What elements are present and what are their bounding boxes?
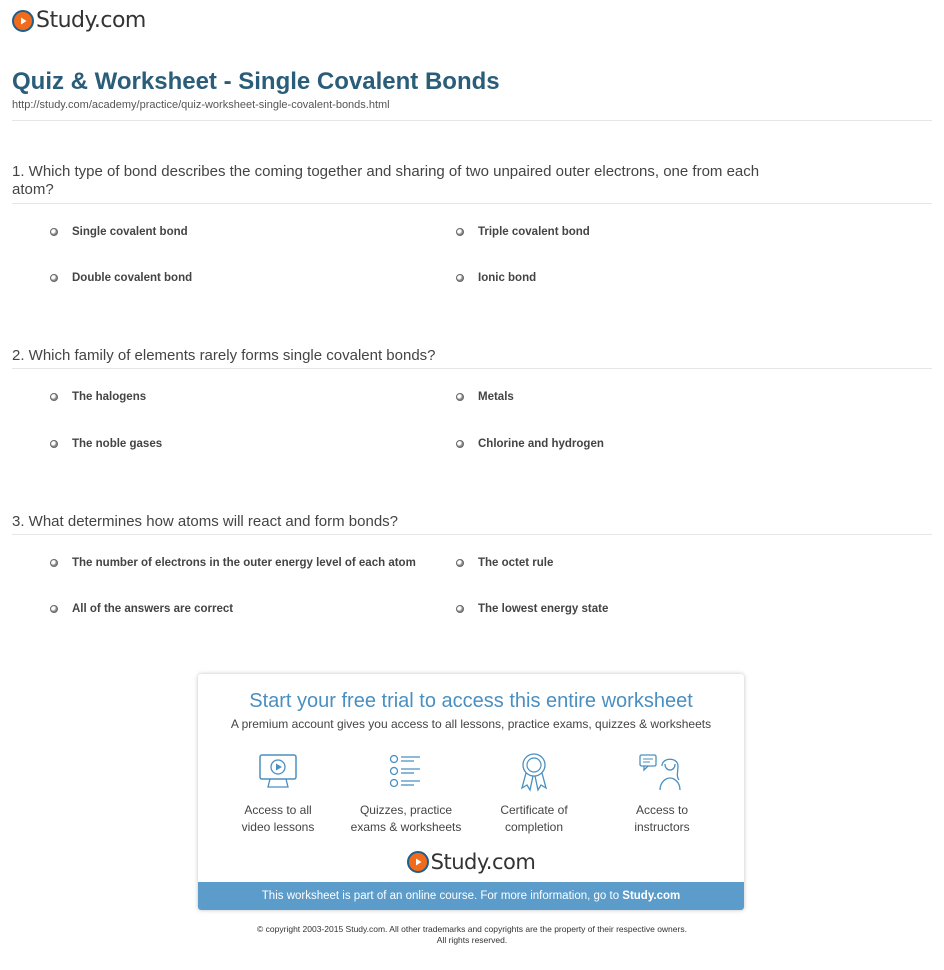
promo-logo[interactable]: [198, 850, 744, 874]
divider: [12, 120, 932, 121]
promo-info-bar: [198, 882, 744, 910]
feature-label-2: video lessons: [241, 820, 315, 834]
feature-label-1: Quizzes, practice: [359, 803, 453, 817]
divider: [12, 203, 932, 204]
radio-icon[interactable]: [50, 559, 58, 567]
radio-icon[interactable]: [50, 605, 58, 613]
question-3: 3. What determines how atoms will react and form bonds?: [12, 513, 399, 530]
logo-text: Study.com: [36, 8, 146, 33]
feature-instructors: [597, 752, 727, 836]
copyright-footer: [0, 924, 944, 946]
certificate-icon: [512, 752, 556, 792]
radio-icon[interactable]: [456, 393, 464, 401]
radio-icon[interactable]: [456, 228, 464, 236]
question-2: 2. Which family of elements rarely forms single covalent bonds?: [12, 347, 436, 364]
q1-option-b[interactable]: Triple covalent bond: [456, 226, 590, 238]
promo-subtitle: A premium account gives you access to all lessons, practice exams, quizzes & worksheets: [230, 717, 712, 731]
footer-line-2: All rights reserved.: [436, 935, 508, 945]
page-title: Quiz & Worksheet - Single Covalent Bonds: [12, 68, 500, 95]
q1-option-a[interactable]: Single covalent bond: [50, 226, 188, 238]
q2-option-b[interactable]: Metals: [456, 391, 514, 403]
logo-text: Study.com: [430, 850, 536, 874]
q1-option-c[interactable]: Double covalent bond: [50, 272, 192, 284]
radio-icon[interactable]: [456, 559, 464, 567]
site-logo[interactable]: [12, 8, 146, 33]
play-icon: [12, 10, 34, 32]
divider: [12, 534, 932, 535]
q3-option-c[interactable]: All of the answers are correct: [50, 603, 233, 615]
q3-option-d[interactable]: The lowest energy state: [456, 603, 608, 615]
list-icon: [384, 752, 428, 792]
feature-quizzes: [341, 752, 471, 836]
video-icon: [256, 752, 300, 792]
q1-option-d[interactable]: Ionic bond: [456, 272, 536, 284]
radio-icon[interactable]: [456, 274, 464, 282]
promo-title[interactable]: Start your free trial to access this entire worksheet: [249, 690, 693, 712]
q3-option-a[interactable]: The number of electrons in the outer energy level of each atom: [50, 557, 416, 569]
feature-label-2: completion: [504, 820, 564, 834]
feature-label-2: exams & worksheets: [350, 820, 462, 834]
page-url: http://study.com/academy/practice/quiz-worksheet-single-covalent-bonds.html: [12, 99, 390, 111]
radio-icon[interactable]: [456, 605, 464, 613]
footer-line-1: © copyright 2003-2015 Study.com. All other trademarks and copyrights are the property of their respective owners.: [257, 924, 687, 934]
play-icon: [407, 851, 429, 873]
feature-label-1: Access to: [635, 803, 689, 817]
q2-option-d[interactable]: Chlorine and hydrogen: [456, 438, 604, 450]
feature-video-lessons: [213, 752, 343, 836]
radio-icon[interactable]: [50, 440, 58, 448]
feature-label-1: Certificate of: [500, 803, 568, 817]
promo-bar-text: This worksheet is part of an online course. For more information, go to: [261, 890, 623, 902]
q2-option-c[interactable]: The noble gases: [50, 438, 162, 450]
radio-icon[interactable]: [50, 393, 58, 401]
feature-label-2: instructors: [634, 820, 690, 834]
feature-certificate: [469, 752, 599, 836]
question-1: 1. Which type of bond describes the coming together and sharing of two unpaired outer electrons, one from each atom?: [12, 163, 760, 198]
instructor-icon: [638, 752, 686, 792]
divider: [12, 368, 932, 369]
trial-promo-box: [198, 674, 744, 910]
radio-icon[interactable]: [50, 228, 58, 236]
promo-bar-link[interactable]: Study.com: [622, 890, 681, 902]
radio-icon[interactable]: [456, 440, 464, 448]
q2-option-a[interactable]: The halogens: [50, 391, 146, 403]
feature-label-1: Access to all: [244, 803, 312, 817]
q3-option-b[interactable]: The octet rule: [456, 557, 553, 569]
radio-icon[interactable]: [50, 274, 58, 282]
